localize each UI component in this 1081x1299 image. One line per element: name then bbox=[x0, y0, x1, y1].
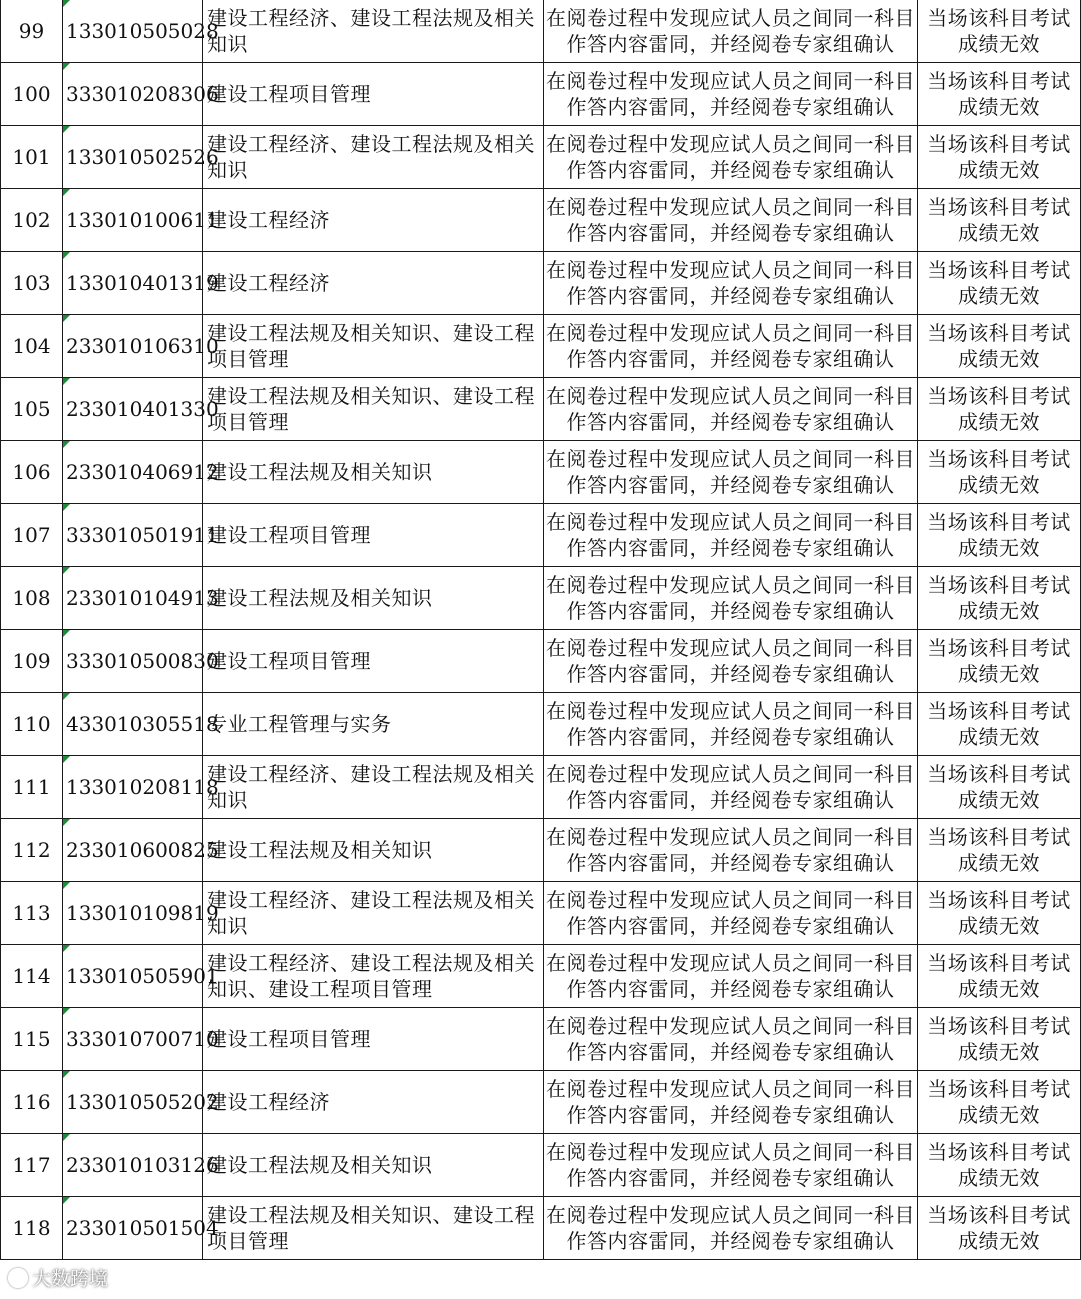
reason-cell bbox=[544, 126, 918, 189]
table-row bbox=[1, 0, 1081, 63]
reason-cell bbox=[544, 567, 918, 630]
cell-marker-icon bbox=[63, 1197, 70, 1204]
row-number-cell-text: 110 bbox=[12, 712, 51, 736]
result-cell-text: 当场该科目考试成绩无效 bbox=[927, 951, 1071, 1001]
subject-cell bbox=[203, 1008, 544, 1071]
row-number-cell-text: 107 bbox=[12, 523, 51, 547]
cell-marker-icon bbox=[63, 1134, 70, 1141]
candidate-id-cell bbox=[63, 126, 219, 189]
candidate-id-cell bbox=[63, 378, 219, 441]
candidate-id-cell-text: 133010109819 bbox=[66, 901, 219, 925]
table-row bbox=[1, 756, 1081, 819]
candidate-id-cell bbox=[63, 1008, 219, 1071]
reason-cell-text: 在阅卷过程中发现应试人员之间同一科目作答内容雷同，并经阅卷专家组确认 bbox=[546, 321, 915, 371]
table-row bbox=[1, 126, 1081, 189]
row-number-cell bbox=[1, 1071, 63, 1134]
result-cell bbox=[918, 0, 1081, 63]
table-row bbox=[1, 567, 1081, 630]
subject-cell bbox=[203, 0, 544, 63]
subject-cell-text: 建设工程经济 bbox=[207, 271, 330, 295]
reason-cell bbox=[544, 756, 918, 819]
candidate-id-cell bbox=[63, 315, 219, 378]
reason-cell bbox=[544, 945, 918, 1008]
subject-cell-text: 建设工程法规及相关知识、建设工程项目管理 bbox=[207, 384, 535, 434]
reason-cell bbox=[544, 1071, 918, 1134]
table-row bbox=[1, 882, 1081, 945]
candidate-id-cell-text: 333010500830 bbox=[66, 649, 219, 673]
cell-marker-icon bbox=[63, 441, 70, 448]
subject-cell-text: 建设工程项目管理 bbox=[207, 82, 371, 106]
result-cell bbox=[918, 693, 1081, 756]
candidate-id-cell-text: 133010505901 bbox=[66, 964, 219, 988]
result-cell bbox=[918, 882, 1081, 945]
subject-cell bbox=[203, 756, 544, 819]
cell-marker-icon bbox=[63, 126, 70, 133]
candidate-id-cell bbox=[63, 1134, 219, 1197]
row-number-cell bbox=[1, 693, 63, 756]
result-cell bbox=[918, 378, 1081, 441]
subject-cell bbox=[203, 693, 544, 756]
table-body bbox=[1, 0, 1081, 1260]
logo-circle-icon bbox=[8, 1268, 28, 1288]
reason-cell bbox=[544, 504, 918, 567]
result-cell-text: 当场该科目考试成绩无效 bbox=[927, 699, 1071, 749]
result-cell-text: 当场该科目考试成绩无效 bbox=[927, 321, 1071, 371]
candidate-id-cell bbox=[63, 756, 219, 819]
candidate-id-cell bbox=[63, 252, 219, 315]
cell-marker-icon bbox=[63, 189, 70, 196]
row-number-cell-text: 108 bbox=[12, 586, 51, 610]
row-number-cell bbox=[1, 882, 63, 945]
row-number-cell-text: 105 bbox=[12, 397, 51, 421]
subject-cell bbox=[203, 1071, 544, 1134]
row-number-cell bbox=[1, 567, 63, 630]
reason-cell bbox=[544, 882, 918, 945]
reason-cell-text: 在阅卷过程中发现应试人员之间同一科目作答内容雷同，并经阅卷专家组确认 bbox=[546, 6, 915, 56]
row-number-cell-text: 100 bbox=[12, 82, 51, 106]
cell-marker-icon bbox=[63, 567, 70, 574]
subject-cell-text: 建设工程经济 bbox=[207, 1090, 330, 1114]
cell-marker-icon bbox=[63, 0, 70, 7]
reason-cell bbox=[544, 693, 918, 756]
result-cell-text: 当场该科目考试成绩无效 bbox=[927, 195, 1071, 245]
result-cell-text: 当场该科目考试成绩无效 bbox=[927, 573, 1071, 623]
cell-marker-icon bbox=[63, 504, 70, 511]
result-cell-text: 当场该科目考试成绩无效 bbox=[927, 1140, 1071, 1190]
reason-cell-text: 在阅卷过程中发现应试人员之间同一科目作答内容雷同，并经阅卷专家组确认 bbox=[546, 699, 915, 749]
table-row bbox=[1, 945, 1081, 1008]
row-number-cell bbox=[1, 378, 63, 441]
result-cell bbox=[918, 819, 1081, 882]
row-number-cell-text: 116 bbox=[12, 1090, 51, 1114]
row-number-cell-text: 103 bbox=[12, 271, 51, 295]
candidate-id-cell bbox=[63, 630, 219, 693]
reason-cell bbox=[544, 378, 918, 441]
table-row bbox=[1, 630, 1081, 693]
table-row bbox=[1, 63, 1081, 126]
row-number-cell bbox=[1, 441, 63, 504]
reason-cell-text: 在阅卷过程中发现应试人员之间同一科目作答内容雷同，并经阅卷专家组确认 bbox=[546, 1140, 915, 1190]
result-cell bbox=[918, 630, 1081, 693]
reason-cell-text: 在阅卷过程中发现应试人员之间同一科目作答内容雷同，并经阅卷专家组确认 bbox=[546, 951, 915, 1001]
reason-cell-text: 在阅卷过程中发现应试人员之间同一科目作答内容雷同，并经阅卷专家组确认 bbox=[546, 1014, 915, 1064]
cell-marker-icon bbox=[63, 882, 70, 889]
row-number-cell-text: 111 bbox=[12, 775, 51, 799]
subject-cell-text: 建设工程法规及相关知识 bbox=[207, 460, 433, 484]
candidate-id-cell-text: 333010700710 bbox=[66, 1027, 219, 1051]
subject-cell bbox=[203, 189, 544, 252]
subject-cell-text: 建设工程法规及相关知识 bbox=[207, 1153, 433, 1177]
candidate-id-cell bbox=[63, 504, 219, 567]
row-number-cell-text: 112 bbox=[12, 838, 51, 862]
row-number-cell-text: 106 bbox=[12, 460, 51, 484]
table-row bbox=[1, 1008, 1081, 1071]
result-cell bbox=[918, 567, 1081, 630]
subject-cell-text: 建设工程法规及相关知识 bbox=[207, 586, 433, 610]
table-row bbox=[1, 252, 1081, 315]
row-number-cell bbox=[1, 819, 63, 882]
row-number-cell-text: 104 bbox=[12, 334, 51, 358]
reason-cell-text: 在阅卷过程中发现应试人员之间同一科目作答内容雷同，并经阅卷专家组确认 bbox=[546, 573, 915, 623]
table-row bbox=[1, 819, 1081, 882]
subject-cell bbox=[203, 63, 544, 126]
candidate-id-cell-text: 133010505202 bbox=[66, 1090, 219, 1114]
candidate-id-cell bbox=[63, 441, 219, 504]
result-cell bbox=[918, 1008, 1081, 1071]
subject-cell bbox=[203, 882, 544, 945]
reason-cell-text: 在阅卷过程中发现应试人员之间同一科目作答内容雷同，并经阅卷专家组确认 bbox=[546, 1077, 915, 1127]
table-row bbox=[1, 1071, 1081, 1134]
row-number-cell-text: 118 bbox=[12, 1216, 51, 1240]
reason-cell-text: 在阅卷过程中发现应试人员之间同一科目作答内容雷同，并经阅卷专家组确认 bbox=[546, 69, 915, 119]
row-number-cell bbox=[1, 189, 63, 252]
table-row bbox=[1, 315, 1081, 378]
subject-cell-text: 建设工程经济、建设工程法规及相关知识 bbox=[207, 888, 535, 938]
subject-cell bbox=[203, 945, 544, 1008]
subject-cell-text: 建设工程经济 bbox=[207, 208, 330, 232]
watermark-text: 大数跨境 bbox=[32, 1268, 109, 1290]
result-cell-text: 当场该科目考试成绩无效 bbox=[927, 384, 1071, 434]
cell-marker-icon bbox=[63, 819, 70, 826]
subject-cell-text: 建设工程项目管理 bbox=[207, 523, 371, 547]
reason-cell bbox=[544, 1134, 918, 1197]
candidate-id-cell bbox=[63, 1071, 219, 1134]
result-cell-text: 当场该科目考试成绩无效 bbox=[927, 1203, 1071, 1253]
row-number-cell bbox=[1, 1134, 63, 1197]
table-row bbox=[1, 693, 1081, 756]
reason-cell bbox=[544, 63, 918, 126]
result-cell bbox=[918, 126, 1081, 189]
table-row bbox=[1, 189, 1081, 252]
table-row bbox=[1, 1197, 1081, 1260]
result-cell-text: 当场该科目考试成绩无效 bbox=[927, 762, 1071, 812]
result-cell-text: 当场该科目考试成绩无效 bbox=[927, 447, 1071, 497]
row-number-cell-text: 114 bbox=[12, 964, 51, 988]
reason-cell-text: 在阅卷过程中发现应试人员之间同一科目作答内容雷同，并经阅卷专家组确认 bbox=[546, 258, 915, 308]
row-number-cell bbox=[1, 504, 63, 567]
row-number-cell bbox=[1, 945, 63, 1008]
candidate-id-cell-text: 133010100611 bbox=[66, 208, 219, 232]
row-number-cell bbox=[1, 126, 63, 189]
row-number-cell bbox=[1, 1008, 63, 1071]
reason-cell-text: 在阅卷过程中发现应试人员之间同一科目作答内容雷同，并经阅卷专家组确认 bbox=[546, 132, 915, 182]
result-cell bbox=[918, 1071, 1081, 1134]
subject-cell-text: 建设工程项目管理 bbox=[207, 1027, 371, 1051]
result-cell-text: 当场该科目考试成绩无效 bbox=[927, 258, 1071, 308]
result-cell bbox=[918, 441, 1081, 504]
subject-cell bbox=[203, 1197, 544, 1260]
candidate-id-cell-text: 233010401330 bbox=[66, 397, 219, 421]
reason-cell bbox=[544, 1008, 918, 1071]
result-cell-text: 当场该科目考试成绩无效 bbox=[927, 6, 1071, 56]
result-cell-text: 当场该科目考试成绩无效 bbox=[927, 888, 1071, 938]
subject-cell bbox=[203, 252, 544, 315]
cell-marker-icon bbox=[63, 945, 70, 952]
row-number-cell-text: 101 bbox=[12, 145, 51, 169]
candidate-id-cell bbox=[63, 1197, 219, 1260]
reason-cell-text: 在阅卷过程中发现应试人员之间同一科目作答内容雷同，并经阅卷专家组确认 bbox=[546, 510, 915, 560]
cell-marker-icon bbox=[63, 693, 70, 700]
row-number-cell bbox=[1, 756, 63, 819]
reason-cell-text: 在阅卷过程中发现应试人员之间同一科目作答内容雷同，并经阅卷专家组确认 bbox=[546, 1203, 915, 1253]
cell-marker-icon bbox=[63, 63, 70, 70]
row-number-cell-text: 102 bbox=[12, 208, 51, 232]
candidate-id-cell bbox=[63, 63, 219, 126]
reason-cell bbox=[544, 252, 918, 315]
subject-cell bbox=[203, 567, 544, 630]
table-row bbox=[1, 504, 1081, 567]
watermark bbox=[8, 1264, 108, 1291]
result-cell bbox=[918, 315, 1081, 378]
result-cell-text: 当场该科目考试成绩无效 bbox=[927, 132, 1071, 182]
reason-cell bbox=[544, 0, 918, 63]
candidate-id-cell-text: 233010106310 bbox=[66, 334, 219, 358]
reason-cell bbox=[544, 315, 918, 378]
subject-cell bbox=[203, 504, 544, 567]
subject-cell-text: 建设工程经济、建设工程法规及相关知识、建设工程项目管理 bbox=[207, 951, 535, 1001]
result-cell bbox=[918, 1134, 1081, 1197]
candidate-id-cell bbox=[63, 819, 219, 882]
candidate-id-cell-text: 433010305518 bbox=[66, 712, 219, 736]
result-cell-text: 当场该科目考试成绩无效 bbox=[927, 510, 1071, 560]
subject-cell-text: 专业工程管理与实务 bbox=[207, 712, 392, 736]
table-row bbox=[1, 441, 1081, 504]
subject-cell-text: 建设工程法规及相关知识、建设工程项目管理 bbox=[207, 321, 535, 371]
candidate-id-cell-text: 233010406912 bbox=[66, 460, 219, 484]
table-row bbox=[1, 1134, 1081, 1197]
row-number-cell-text: 117 bbox=[12, 1153, 51, 1177]
candidate-id-cell-text: 233010600825 bbox=[66, 838, 219, 862]
result-cell bbox=[918, 189, 1081, 252]
table-row bbox=[1, 378, 1081, 441]
candidate-id-cell-text: 133010208118 bbox=[66, 775, 219, 799]
cell-marker-icon bbox=[63, 378, 70, 385]
row-number-cell-text: 113 bbox=[12, 901, 51, 925]
cell-marker-icon bbox=[63, 252, 70, 259]
result-cell-text: 当场该科目考试成绩无效 bbox=[927, 1014, 1071, 1064]
result-cell bbox=[918, 63, 1081, 126]
candidate-id-cell bbox=[63, 189, 219, 252]
candidate-id-cell bbox=[63, 945, 219, 1008]
result-cell-text: 当场该科目考试成绩无效 bbox=[927, 636, 1071, 686]
candidate-id-cell-text: 133010502526 bbox=[66, 145, 219, 169]
reason-cell bbox=[544, 441, 918, 504]
candidate-id-cell-text: 133010505028 bbox=[66, 19, 219, 43]
result-cell bbox=[918, 504, 1081, 567]
subject-cell bbox=[203, 126, 544, 189]
subject-cell-text: 建设工程经济、建设工程法规及相关知识 bbox=[207, 762, 535, 812]
reason-cell-text: 在阅卷过程中发现应试人员之间同一科目作答内容雷同，并经阅卷专家组确认 bbox=[546, 447, 915, 497]
candidate-id-cell-text: 333010501911 bbox=[66, 523, 219, 547]
row-number-cell bbox=[1, 0, 63, 63]
cell-marker-icon bbox=[63, 756, 70, 763]
result-cell bbox=[918, 945, 1081, 1008]
subject-cell bbox=[203, 819, 544, 882]
result-cell-text: 当场该科目考试成绩无效 bbox=[927, 69, 1071, 119]
cell-marker-icon bbox=[63, 630, 70, 637]
candidate-id-cell bbox=[63, 0, 219, 63]
reason-cell-text: 在阅卷过程中发现应试人员之间同一科目作答内容雷同，并经阅卷专家组确认 bbox=[546, 195, 915, 245]
candidate-id-cell-text: 233010501504 bbox=[66, 1216, 219, 1240]
subject-cell bbox=[203, 1134, 544, 1197]
cell-marker-icon bbox=[63, 1008, 70, 1015]
row-number-cell-text: 109 bbox=[12, 649, 51, 673]
reason-cell bbox=[544, 1197, 918, 1260]
candidate-id-cell bbox=[63, 567, 219, 630]
reason-cell bbox=[544, 630, 918, 693]
subject-cell bbox=[203, 315, 544, 378]
reason-cell-text: 在阅卷过程中发现应试人员之间同一科目作答内容雷同，并经阅卷专家组确认 bbox=[546, 825, 915, 875]
cell-marker-icon bbox=[63, 315, 70, 322]
subject-cell-text: 建设工程经济、建设工程法规及相关知识 bbox=[207, 6, 535, 56]
cell-marker-icon bbox=[63, 1071, 70, 1078]
row-number-cell-text: 115 bbox=[12, 1027, 51, 1051]
row-number-cell bbox=[1, 315, 63, 378]
row-number-cell bbox=[1, 1197, 63, 1260]
result-cell bbox=[918, 1197, 1081, 1260]
candidate-id-cell-text: 333010208306 bbox=[66, 82, 219, 106]
candidate-id-cell-text: 233010103126 bbox=[66, 1153, 219, 1177]
reason-cell bbox=[544, 819, 918, 882]
result-cell-text: 当场该科目考试成绩无效 bbox=[927, 1077, 1071, 1127]
candidate-id-cell bbox=[63, 693, 219, 756]
reason-cell-text: 在阅卷过程中发现应试人员之间同一科目作答内容雷同，并经阅卷专家组确认 bbox=[546, 762, 915, 812]
subject-cell bbox=[203, 630, 544, 693]
subject-cell bbox=[203, 378, 544, 441]
subject-cell-text: 建设工程经济、建设工程法规及相关知识 bbox=[207, 132, 535, 182]
row-number-cell bbox=[1, 252, 63, 315]
reason-cell-text: 在阅卷过程中发现应试人员之间同一科目作答内容雷同，并经阅卷专家组确认 bbox=[546, 888, 915, 938]
candidate-id-cell bbox=[63, 882, 219, 945]
reason-cell-text: 在阅卷过程中发现应试人员之间同一科目作答内容雷同，并经阅卷专家组确认 bbox=[546, 636, 915, 686]
result-cell bbox=[918, 756, 1081, 819]
row-number-cell bbox=[1, 63, 63, 126]
row-number-cell-text: 99 bbox=[18, 19, 45, 43]
reason-cell bbox=[544, 189, 918, 252]
result-cell bbox=[918, 252, 1081, 315]
subject-cell-text: 建设工程法规及相关知识、建设工程项目管理 bbox=[207, 1203, 535, 1253]
result-cell-text: 当场该科目考试成绩无效 bbox=[927, 825, 1071, 875]
subject-cell-text: 建设工程项目管理 bbox=[207, 649, 371, 673]
subject-cell-text: 建设工程法规及相关知识 bbox=[207, 838, 433, 862]
subject-cell bbox=[203, 441, 544, 504]
reason-cell-text: 在阅卷过程中发现应试人员之间同一科目作答内容雷同，并经阅卷专家组确认 bbox=[546, 384, 915, 434]
row-number-cell bbox=[1, 630, 63, 693]
candidate-id-cell-text: 133010401319 bbox=[66, 271, 219, 295]
candidate-id-cell-text: 233010104913 bbox=[66, 586, 219, 610]
